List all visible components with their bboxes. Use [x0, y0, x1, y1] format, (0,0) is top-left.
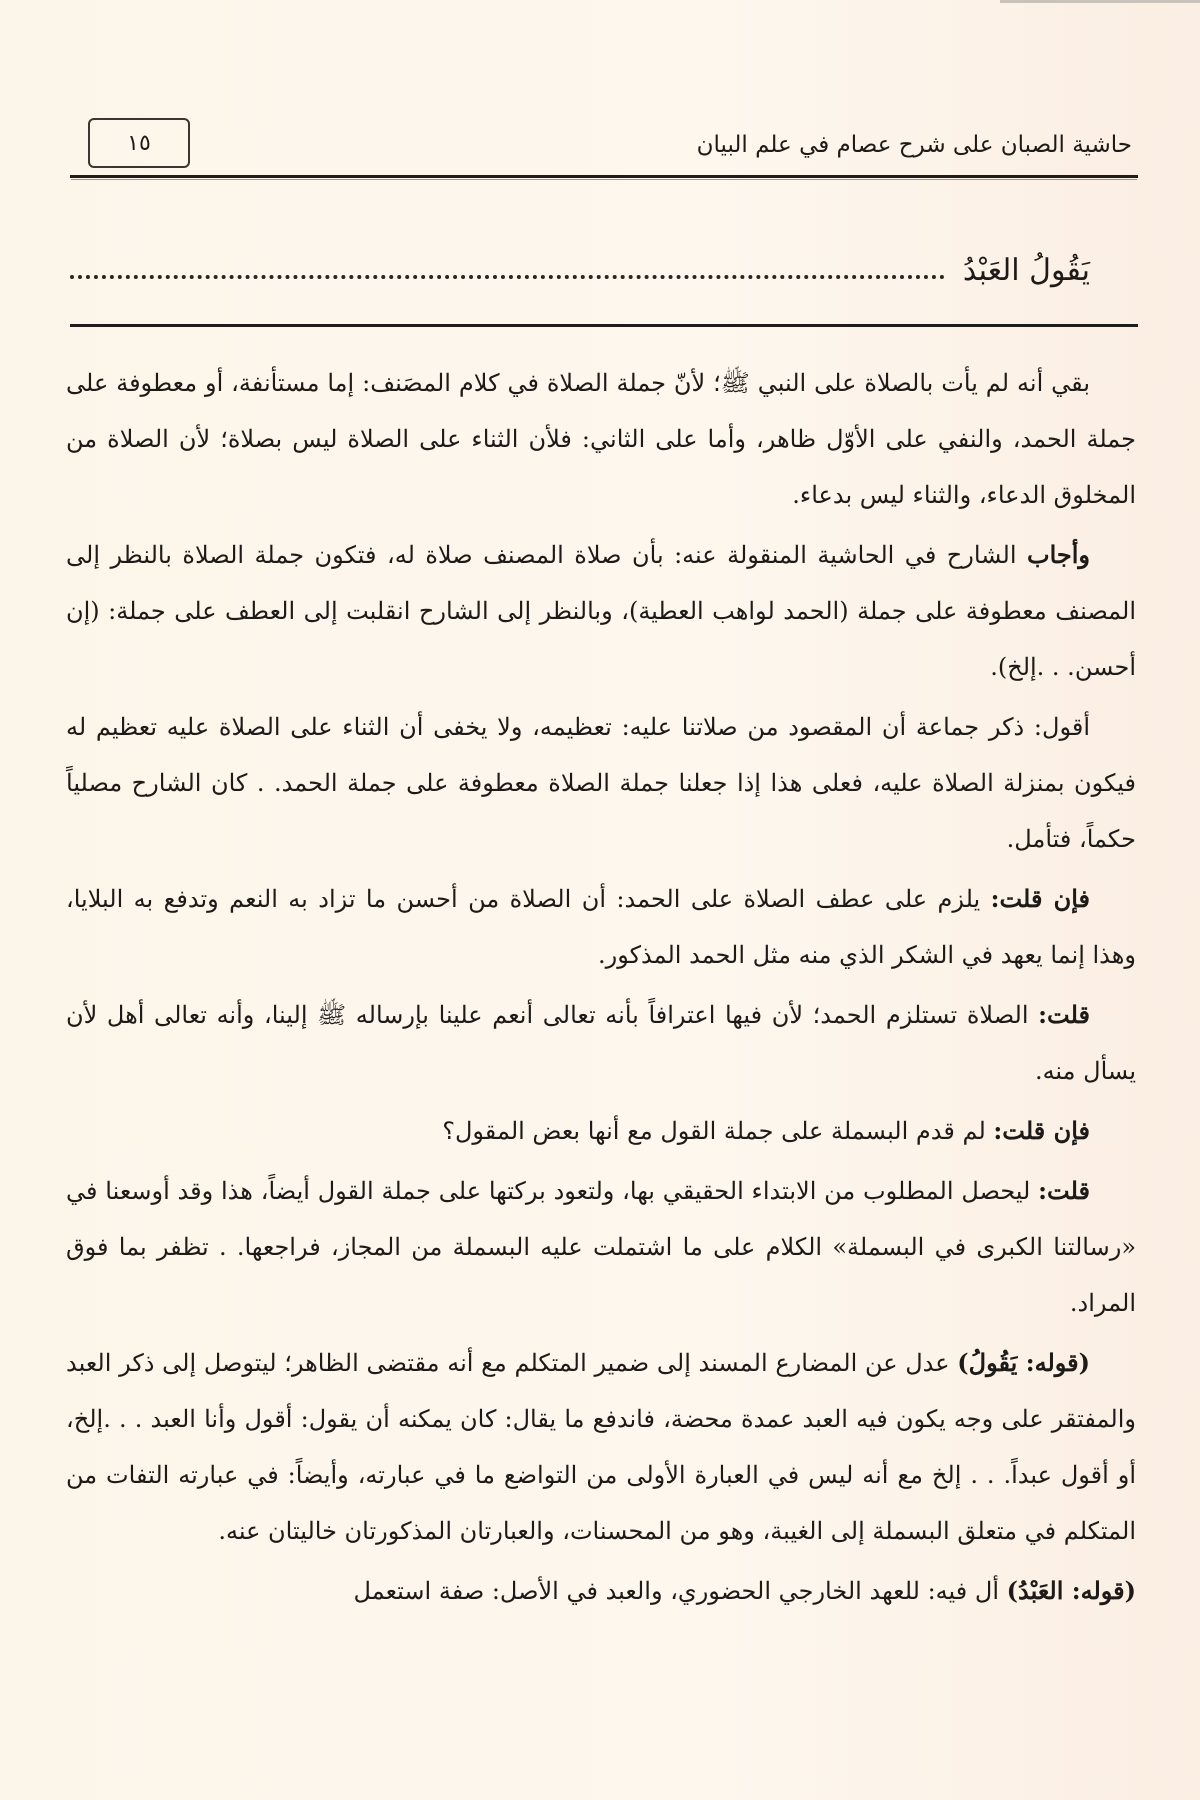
page-edge: [1000, 0, 1200, 3]
commentary-body: [66, 355, 1136, 1623]
matn-divider: [70, 324, 1138, 327]
header-divider: [70, 175, 1138, 178]
paragraph: [66, 1163, 1136, 1331]
paragraph-text: أقول: ذكر جماعة أن المقصود من صلاتنا عليه: تعظيمه، ولا يخفى أن الثناء على الصلاة عليه تعظيم له فيكون بمنزلة الصلاة عليه، فعلى هذا إذا جعلنا جملة الصلاة معطوفة على جملة الحمد. . كان الشارح مصلياً حكماً، فتأمل.: [66, 713, 1137, 853]
paragraph-text: عدل عن المضارع المسند إلى ضمير المتكلم مع أنه مقتضى الظاهر؛ ليتوصل إلى ذكر العبد والمفتقر على وجه يكون فيه العبد عمدة محضة، فاندفع ما يقال: كان يمكنه أن يقول: أقول وأنا العبد . . .إلخ، أو أقول عبداً. . . إلخ مع أنه ليس في العبارة الأولى من التواضع ما في عبارته، وأيضاً: في عبارته التفات من المتكلم في متعلق البسملة إلى الغيبة، وهو من المحسنات، والعبارتان المذكورتان خاليتان عنه.: [66, 1349, 1137, 1545]
paragraph: [66, 355, 1136, 523]
paragraph-text: ليحصل المطلوب من الابتداء الحقيقي بها، ولتعود بركتها على جملة القول أيضاً، هذا وقد أوسعنا في «رسالتنا الكبرى في البسملة» الكلام على ما اشتملت عليه البسملة من المجاز، فراجعها. . تظفر بما فوق المراد.: [66, 1177, 1136, 1317]
paragraph-lead: فإن قلت:: [990, 884, 1091, 913]
matn-line: [70, 240, 1090, 300]
paragraph-text: الشارح في الحاشية المنقولة عنه: بأن صلاة المصنف صلاة له، فتكون جملة الصلاة بالنظر إلى المصنف معطوفة على جملة (الحمد لواهب العطية)، وبالنظر إلى الشارح انقلبت إلى العطف على جملة: (إن أحسن. . .إلخ).: [66, 541, 1136, 681]
paragraph-lead: (قوله: العَبْدُ): [1006, 1576, 1136, 1605]
paragraph: [66, 1335, 1136, 1559]
paragraph: [66, 987, 1136, 1099]
paragraph-text: لم قدم البسملة على جملة القول مع أنها بعض المقول؟: [442, 1117, 994, 1145]
matn-text: يَقُولُ العَبْدُ: [962, 252, 1090, 288]
paragraph: [66, 871, 1136, 983]
page-number: ١٥: [88, 118, 190, 168]
paragraph-text: الصلاة تستلزم الحمد؛ لأن فيها اعترافاً بأنه تعالى أنعم علينا بإرساله ﷺ إلينا، وأنه تعالى أهل لأن يسأل منه.: [66, 1001, 1136, 1085]
paragraph: [66, 1103, 1136, 1159]
paragraph-text: أل فيه: للعهد الخارجي الحضوري، والعبد في الأصل: صفة استعمل: [353, 1577, 1007, 1605]
dotted-leader: [70, 275, 945, 279]
paragraph: [66, 699, 1136, 867]
paragraph-text: بقي أنه لم يأت بالصلاة على النبي ﷺ؛ لأنّ جملة الصلاة في كلام المصَنف: إما مستأنفة، أو معطوفة على جملة الحمد، والنفي على الأوّل ظاهر، وأما على الثاني: فلأن الثناء على الصلاة ليس بصلاة؛ لأن الصلاة من المخلوق الدعاء، والثناء ليس بدعاء.: [66, 369, 1136, 509]
paragraph: [66, 1563, 1136, 1619]
paragraph-lead: قلت:: [1038, 1000, 1091, 1029]
paragraph-lead: (قوله: يَقُولُ): [957, 1348, 1090, 1377]
paragraph-lead: قلت:: [1038, 1176, 1090, 1205]
book-title: حاشية الصبان على شرح عصام في علم البيان: [696, 132, 1132, 158]
running-header: [70, 118, 1140, 178]
paragraph: [66, 527, 1136, 695]
paragraph-lead: وأجاب: [1027, 540, 1090, 569]
paragraph-text: يلزم على عطف الصلاة على الحمد: أن الصلاة من أحسن ما تزاد به النعم وتدفع به البلايا، وهذا إنما يعهد في الشكر الذي منه مثل الحمد المذكور.: [66, 885, 1136, 969]
paragraph-lead: فإن قلت:: [993, 1116, 1090, 1145]
